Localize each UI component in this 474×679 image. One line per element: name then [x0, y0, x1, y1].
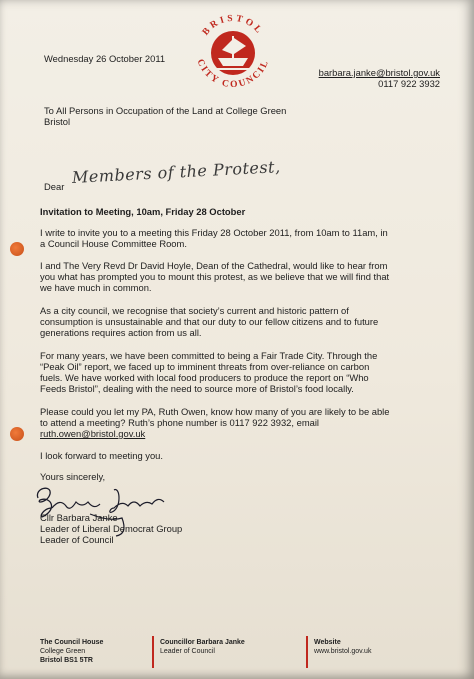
salutation-dear: Dear [44, 181, 65, 192]
body-paragraph-3 [40, 305, 444, 338]
footer-address [40, 638, 103, 665]
handwritten-salutation: Members of the Protest, [71, 157, 281, 187]
p2-line-3: we have much in common. [40, 282, 152, 293]
signer-role-2: Leader of Council [40, 534, 114, 545]
p4-line-1: For many years, we have been committed to being a Fair Trade City. Through the [40, 350, 378, 361]
address-line-2: Bristol [44, 116, 71, 127]
sender-email-link[interactable]: barbara.janke@bristol.gov.uk [318, 67, 440, 78]
footer-website-label: Website [314, 639, 341, 646]
sign-off: Yours sincerely, [40, 471, 106, 482]
p5-line-1: Please could you let my PA, Ruth Owen, know how many of you are likely to be able [40, 406, 390, 417]
footer-address-line-2: College Green [40, 648, 86, 655]
sender-phone: 0117 922 3932 [378, 78, 440, 89]
footer-councillor [160, 638, 245, 656]
signer-name: Cllr Barbara Janke [40, 512, 118, 523]
punch-hole-bottom [10, 427, 24, 441]
footer-website-url[interactable]: www.bristol.gov.uk [314, 648, 372, 655]
punch-hole-top [10, 242, 24, 256]
footer-address-line-1: The Council House [40, 639, 104, 646]
pa-email-link[interactable]: ruth.owen@bristol.gov.uk [40, 428, 146, 439]
p4-line-3: fuels. We have worked with local food producers to produce the report on “Who [40, 372, 369, 383]
bristol-city-council-logo [188, 6, 278, 96]
footer-address-line-3: Bristol BS1 5TR [40, 657, 93, 664]
p3-line-3: generations requires action from us all. [40, 327, 202, 338]
p4-line-2: “Peak Oil” report, we faced up to imminent threats from over-reliance on carbon [40, 361, 370, 372]
body-paragraph-5 [40, 406, 444, 439]
footer-website [314, 638, 371, 656]
body-paragraph-2 [40, 260, 444, 293]
p4-line-4: Feeds Bristol”, dealing with the need to source more of Bristol’s food locally. [40, 383, 354, 394]
letter-subject: Invitation to Meeting, 10am, Friday 28 October [40, 206, 246, 217]
body-paragraph-6: I look forward to meeting you. [40, 450, 163, 461]
letter-date: Wednesday 26 October 2011 [44, 53, 166, 64]
recipient-address [44, 105, 286, 127]
p3-line-2: consumption is unsustainable and that our duty to our fellow citizens and to future [40, 316, 379, 327]
logo-text-top: BRISTOL [200, 13, 266, 38]
body-paragraph-4 [40, 350, 444, 394]
footer-councillor-name: Councillor Barbara Janke [160, 639, 245, 646]
p5-line-2: to attend a meeting? Ruth’s phone number is 0117 922 3932, email [40, 417, 320, 428]
body-paragraph-1 [40, 227, 444, 249]
address-line-1: To All Persons in Occupation of the Land at College Green [44, 105, 287, 116]
footer-councillor-role: Leader of Council [160, 648, 215, 655]
sender-contact [286, 67, 440, 89]
p1-line-1: I write to invite you to a meeting this Friday 28 October 2011, from 10am to 11am, in [40, 227, 388, 238]
p2-line-2: you what has prompted you to mount this protest, as we believe that we will find that [40, 271, 390, 282]
p2-line-1: I and The Very Revd Dr David Hoyle, Dean of the Cathedral, would like to hear from [40, 260, 388, 271]
signature-block [40, 512, 182, 545]
signer-role-1: Leader of Liberal Democrat Group [40, 523, 183, 534]
footer-divider-2 [306, 636, 308, 668]
p3-line-1: As a city council, we recognise that society’s current and historic pattern of [40, 305, 349, 316]
footer-divider-1 [152, 636, 154, 668]
logo-text-bottom: CITY COUNCIL [194, 57, 272, 91]
p1-line-2: a Council House Committee Room. [40, 238, 187, 249]
